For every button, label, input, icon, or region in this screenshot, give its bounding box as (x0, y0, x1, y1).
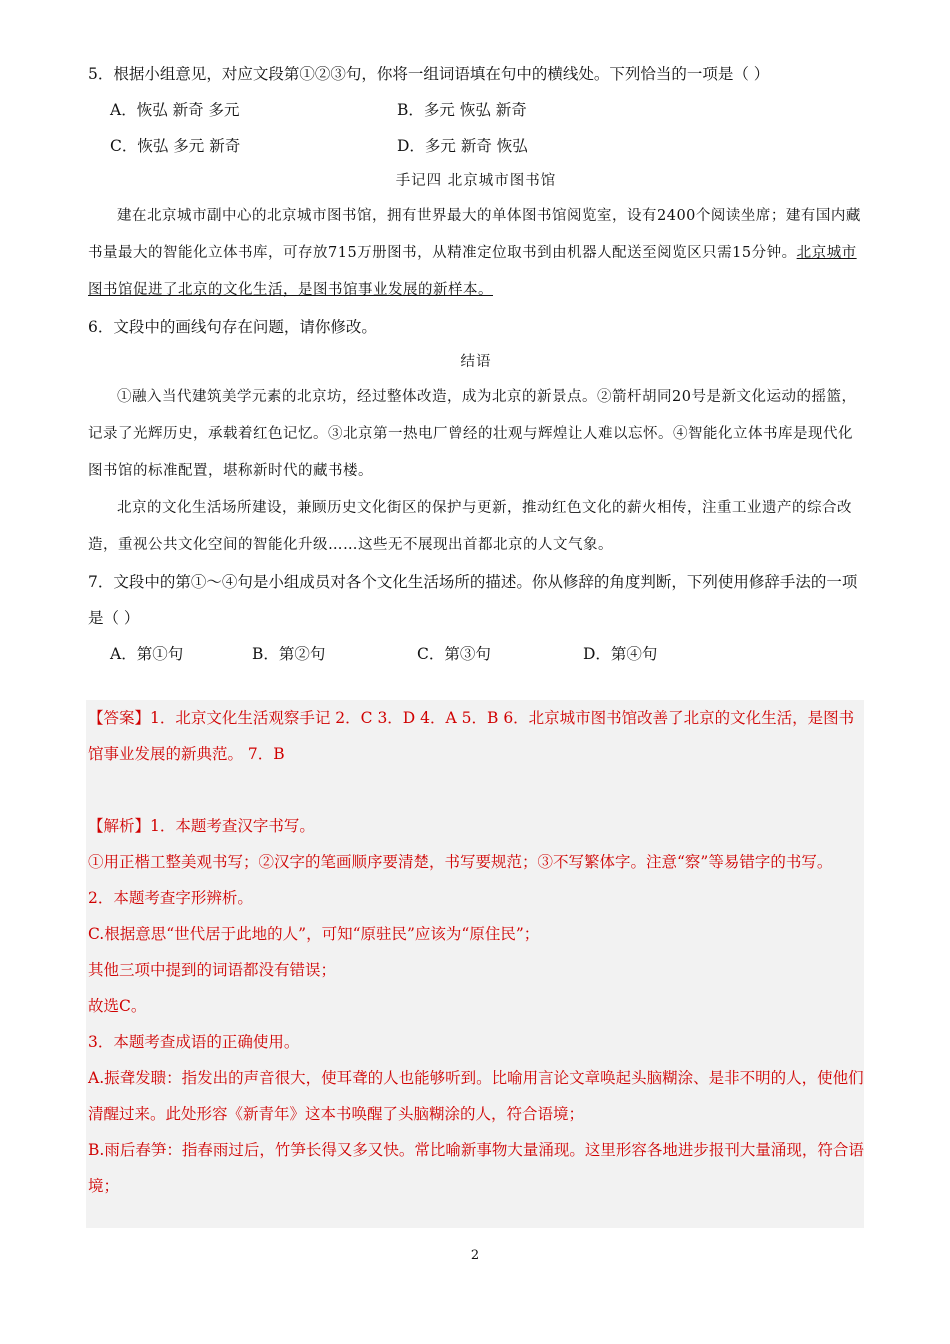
answer-text: 【答案】1．北京文化生活观察手记 2．C 3．D 4．A 5．B 6．北京城市图书馆改善了北京的文化生活，是图书馆事业发展的新典范。 7．B (88, 709, 855, 763)
question-7-option-d: D．第④句 (583, 645, 658, 663)
page-number: 2 (470, 1248, 480, 1263)
question-5-option-d: D．多元 新奇 恢弘 (397, 137, 528, 155)
conclusion-paragraph-2: 北京的文化生活场所建设，兼顾历史文化街区的保护与更新，推动红色文化的薪火相传，注重工业遗产的综合改造，重视公共文化空间的智能化升级……这些无不展现出首都北京的人文气象。 (88, 500, 852, 553)
question-5-options-row-1 (88, 92, 864, 128)
question-5-option-a: A．恢弘 新奇 多元 (110, 101, 240, 119)
analysis-line: 其他三项中提到的词语都没有错误； (88, 961, 337, 979)
answer-analysis-box (86, 700, 864, 1228)
analysis-line: B.雨后春笋：指春雨过后，竹笋长得又多又快。常比喻新事物大量涌现。这里形容各地进步报刊大量涌现，符合语境； (88, 1141, 864, 1195)
question-5-options-row-2 (88, 128, 864, 164)
question-5-option-c: C．恢弘 多元 新奇 (110, 137, 241, 155)
note-4-underlined-sentence: 北京城市图书馆促进了北京的文化生活，是图书馆事业发展的新样本。 (88, 245, 857, 298)
question-6-stem: 6．文段中的画线句存在问题，请你修改。 (88, 318, 377, 336)
analysis-line: ①用正楷工整美观书写；②汉字的笔画顺序要清楚，书写要规范；③不写繁体字。注意“察”等易错字的书写。 (88, 853, 833, 871)
question-7-stem: 7．文段中的第①～④句是小组成员对各个文化生活场所的描述。你从修辞的角度判断，下列使用修辞手法的一项是（ ） (88, 573, 858, 627)
analysis-line: C.根据意思“世代居于此地的人”，可知“原驻民”应该为“原住民”； (88, 925, 540, 943)
analysis-line: 3．本题考查成语的正确使用。 (88, 1033, 300, 1051)
question-7-option-b: B．第②句 (252, 645, 326, 663)
analysis-line: A.振聋发聩：指发出的声音很大，使耳聋的人也能够听到。比喻用言论文章唤起头脑糊涂、是非不明的人，使他们清醒过来。此处形容《新青年》这本书唤醒了头脑糊涂的人，符合语境； (88, 1069, 864, 1123)
question-7-option-a: A．第①句 (110, 645, 184, 663)
spacer (88, 772, 864, 808)
analysis-line: 【解析】1．本题考查汉字书写。 (88, 817, 315, 835)
analysis-line: 2．本题考查字形辨析。 (88, 889, 253, 907)
note-4-body: 建在北京城市副中心的北京城市图书馆，拥有世界最大的单体图书馆阅览室，设有2400个阅读坐席；建有国内藏书量最大的智能化立体书库，可存放715万册图书，从精准定位取书到由机器人配送至阅览区只需15分钟。 (88, 208, 861, 261)
page-content (88, 56, 864, 672)
question-7-options (88, 636, 864, 672)
analysis-line: 故选C。 (88, 997, 147, 1015)
conclusion-title: 结语 (460, 354, 492, 370)
note-4-paragraph (88, 198, 864, 309)
note-4-title: 手记四 北京城市图书馆 (395, 173, 557, 189)
conclusion-paragraph-1: ①融入当代建筑美学元素的北京坊，经过整体改造，成为北京的新景点。②箭杆胡同20号是新文化运动的摇篮，记录了光辉历史，承载着红色记忆。③北京第一热电厂曾经的壮观与辉煌让人难以忘怀。④智能化立体书库是现代化图书馆的标准配置，堪称新时代的藏书楼。 (88, 389, 857, 479)
question-7-option-c: C．第③句 (417, 645, 491, 663)
question-5-stem: 5．根据小组意见，对应文段第①②③句，你将一组词语填在句中的横线处。下列恰当的一项是（ ） (88, 65, 770, 83)
question-5-option-b: B．多元 恢弘 新奇 (397, 101, 527, 119)
